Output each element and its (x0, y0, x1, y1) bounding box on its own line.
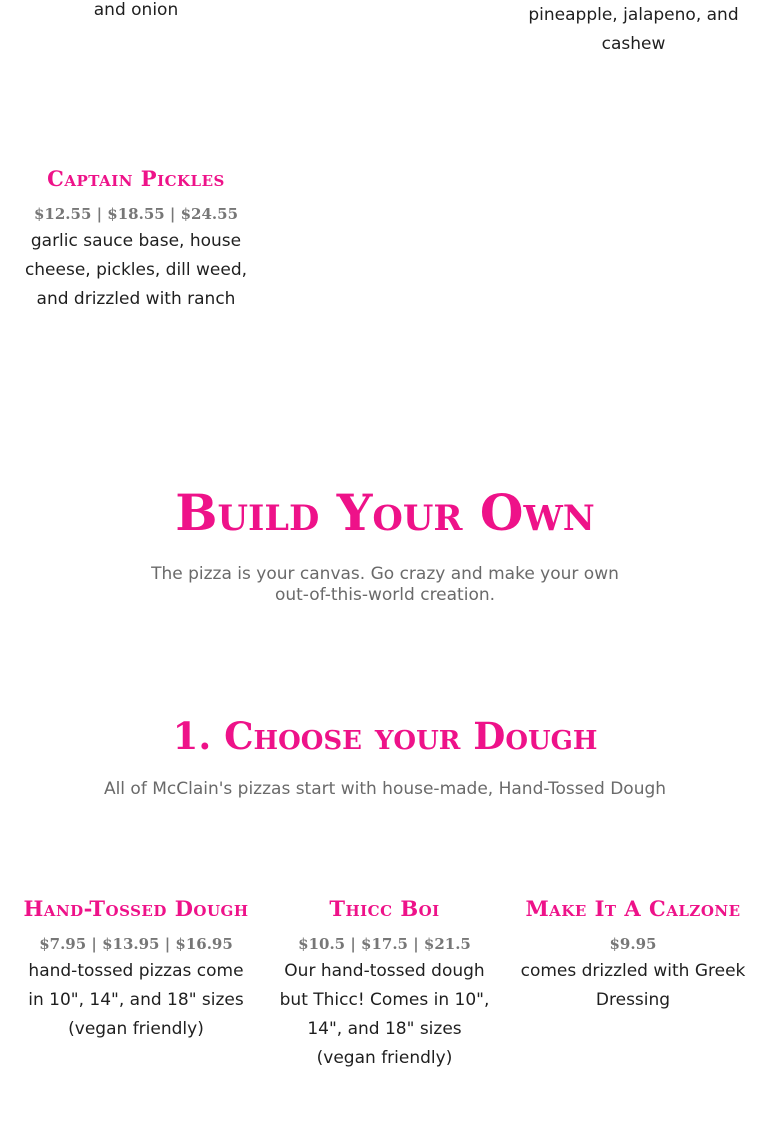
menu-item-description: garlic sauce base, house cheese, pickles, dill weed, and drizzled with ranch (24, 231, 248, 309)
section-subtitle-choose-dough: All of McClain's pizzas start with house-made, Hand-Tossed Dough (103, 779, 667, 799)
menu-item-title: Make It A Calzone (525, 896, 741, 921)
menu-item-title: Hand-Tossed Dough (23, 896, 249, 921)
menu-item-price: $9.95 (609, 935, 657, 953)
menu-item-price: $12.55 | $18.55 | $24.55 (33, 205, 239, 223)
menu-item-description: comes drizzled with Greek Dressing (520, 961, 746, 1010)
menu-item-captain-pickles (20, 164, 252, 314)
menu-item-description: hand-tossed pizzas come in 10", 14", and 18" sizes (vegan friendly) (28, 961, 244, 1039)
menu-item-price: $7.95 | $13.95 | $16.95 (39, 935, 233, 953)
menu-item-title: Thicc Boi (329, 896, 440, 921)
menu-item-description-fragment-right: pineapple, jalapeno, and cashew (528, 5, 739, 54)
menu-item-thicc-boi (276, 894, 493, 1073)
section-title-choose-dough: 1. Choose your Dough (172, 714, 598, 758)
section-title-build-your-own: Build Your Own (175, 483, 595, 542)
section-subtitle-build-your-own: The pizza is your canvas. Go crazy and make your own out-of-this-world creation. (151, 564, 619, 605)
menu-item-description: Our hand-tossed dough but Thicc! Comes in 10", 14", and 18" sizes (vegan friendly) (279, 961, 490, 1068)
menu-item-hand-tossed-dough (20, 894, 252, 1044)
menu-item-title: Captain Pickles (47, 166, 225, 191)
menu-item-make-it-a-calzone (517, 894, 749, 1015)
menu-item-price: $10.5 | $17.5 | $21.5 (298, 935, 471, 953)
menu-item-description-fragment-left: and onion (93, 0, 179, 20)
